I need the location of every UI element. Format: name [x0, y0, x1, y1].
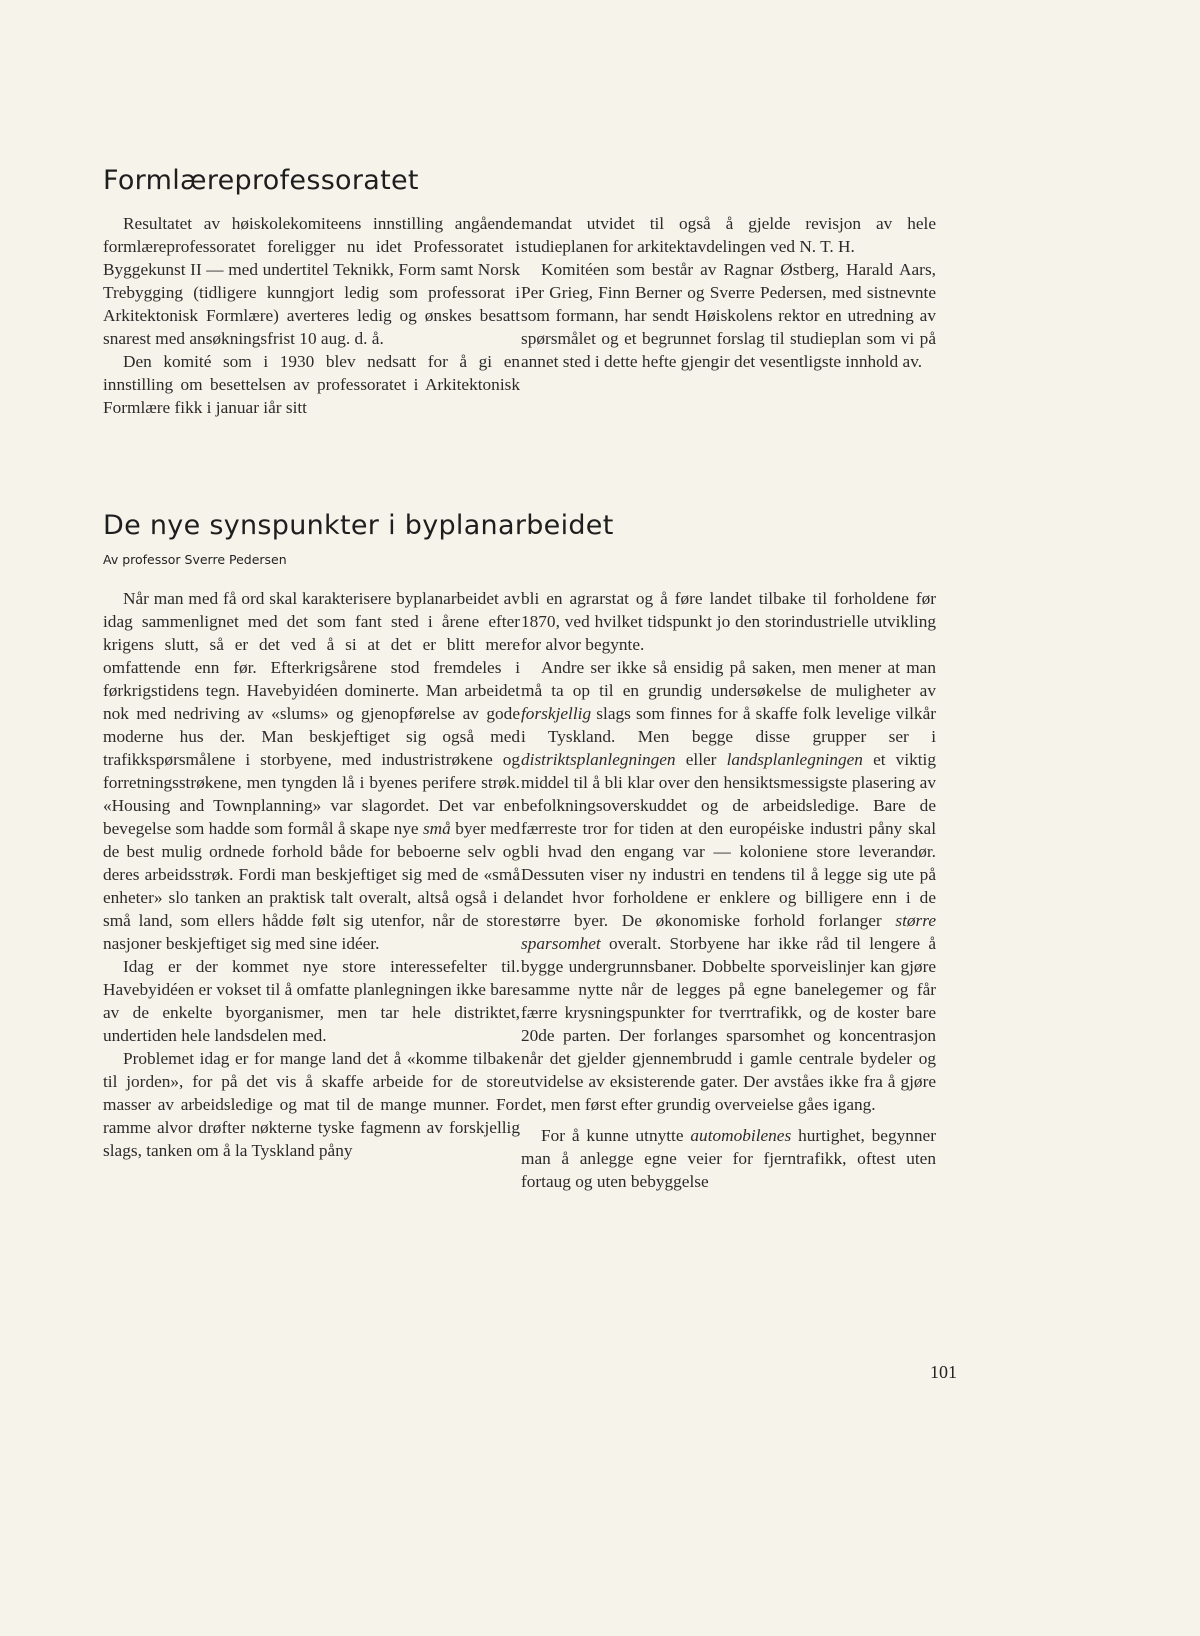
emphasis: distriktsplanlegningen	[521, 750, 676, 769]
emphasis: større sparsomhet	[521, 911, 936, 953]
paragraph: Andre ser ikke så ensidig på saken, men mener at man må ta op til en grundig undersøkelse de muligheter av forskjellig slags som finnes for å skaffe folk levelige vilkår i Tyskland. Men begge disse grupper ser i distriktsplanlegningen eller landsplanlegningen et viktig middel til å bli klar over den hensiktsmessigste plasering av befolkningsoverskuddet og de arbeidsledige. Bare de færreste tror for tiden at den européiske industri påny skal bli hvad den engang var — koloniene store leverandør. Dessuten viser ny industri en tendens til å legge sig ute på landet hvor forholdene er enklere og billigere enn i de større byer. De økonomiske forhold forlanger større sparsomhet overalt. Storbyene har ikke råd til lengere å bygge undergrunnsbaner. Dobbelte sporveislinjer kan gjøre samme nytte når de legges på egne banelegemer og får færre krysningspunkter for tverrtrafikk, og de koster bare 20de parten. Der forlanges sparsomhet og koncentrasjon når det gjelder gjennembrudd i gamle centrale bydeler og utvidelse av eksisterende gater. Der avståes ikke fra å gjøre det, men først efter grundig overveielse gåes igang.	[521, 658, 937, 1114]
paragraph: Resultatet av høiskolekomiteens innstilling angående formlæreprofessoratet foreligger nu idet Professoratet i Byggekunst II — med undertitel Teknikk, Form samt Norsk Trebygging (tidligere kunngjort ledig som professorat i Arkitektonisk Formlære) averteres ledig og ønskes besatt snarest med ansøkningsfrist 10 aug. d. å.	[103, 214, 520, 348]
paragraph: mandat utvidet til også å gjelde revisjon av hele studieplanen for arkitektavdelingen ved N. T. H.	[521, 214, 936, 256]
article2-column-left	[103, 587, 520, 1162]
paragraph: Når man med få ord skal karakterisere byplanarbeidet av idag sammenlignet med det som fant sted i årene efter krigens slutt, så er det ved å si at det er blitt mere omfattende enn før. Efterkrigsårene stod fremdeles i førkrigstidens tegn. Havebyidéen dominerte. Man arbeidet nok med nedriving av «slums» og gjenopførelse av gode moderne hus der. Man beskjeftiget sig også med trafikkspørsmålene i storbyene, med industristrøkene og forretningsstrøkene, men tyngden lå i byenes perifere strøk. «Housing and Townplanning» var slagordet. Det var en bevegelse som hadde som formål å skape nye små byer med de best mulig ordnede forhold både for beboerne selv og deres arbeidsstrøk. Fordi man beskjeftiget sig med de «små enheter» slo tanken an praktisk talt overalt, altså også i de små land, som ellers hådde følt sig utenfor, når de store nasjoner beskjeftiget sig med sine idéer.	[103, 589, 521, 953]
paragraph: Komitéen som består av Ragnar Østberg, Harald Aars, Per Grieg, Finn Berner og Sverre Pedersen, med sistnevnte som formann, har sendt Høiskolens rektor en utredning av spørsmålet og et begrunnet forslag til studieplan som vi på annet sted i dette hefte gjengir det vesentligste innhold av.	[521, 260, 936, 371]
emphasis: små	[422, 819, 451, 838]
paragraph: For å kunne utnytte automobilenes hurtighet, begynner man å anlegge egne veier for fjerntrafikk, oftest uten fortaug og uten bebyggelse	[521, 1126, 936, 1191]
article1-column-left	[103, 212, 520, 419]
article-title-byplanarbeidet: De nye synspunkter i byplanarbeidet	[103, 510, 614, 541]
byline: Av professor Sverre Pedersen	[103, 552, 287, 567]
article1-column-right	[521, 212, 936, 373]
article-title-formlaereprofessoratet: Formlæreprofessoratet	[103, 165, 419, 196]
emphasis: forskjellig	[521, 704, 592, 723]
paragraph: Problemet idag er for mange land det å «komme tilbake til jorden», for på det vis å skaffe arbeide for de store masser av arbeidsledige og mat til de mange munner. For ramme alvor drøfter nøkterne tyske fagmenn av forskjellig slags, tanken om å la Tyskland påny	[103, 1049, 520, 1160]
emphasis: landsplanlegningen	[726, 750, 863, 769]
article2-column-right	[521, 587, 936, 1193]
paragraph: bli en agrarstat og å føre landet tilbake til forholdene før 1870, ved hvilket tidspunkt jo den storindustrielle utvikling for alvor begynte.	[521, 589, 936, 654]
paragraph: Idag er der kommet nye store interessefelter til. Havebyidéen er vokset til å omfatte planlegningen ikke bare av de enkelte byorganismer, men tar hele distriktet, undertiden hele landsdelen med.	[103, 957, 520, 1045]
paragraph: Den komité som i 1930 blev nedsatt for å gi en innstilling om besettelsen av professoratet i Arkitektonisk Formlære fikk i januar iår sitt	[103, 352, 520, 417]
emphasis: automobilenes	[690, 1126, 792, 1145]
page-number: 101	[930, 1362, 957, 1382]
